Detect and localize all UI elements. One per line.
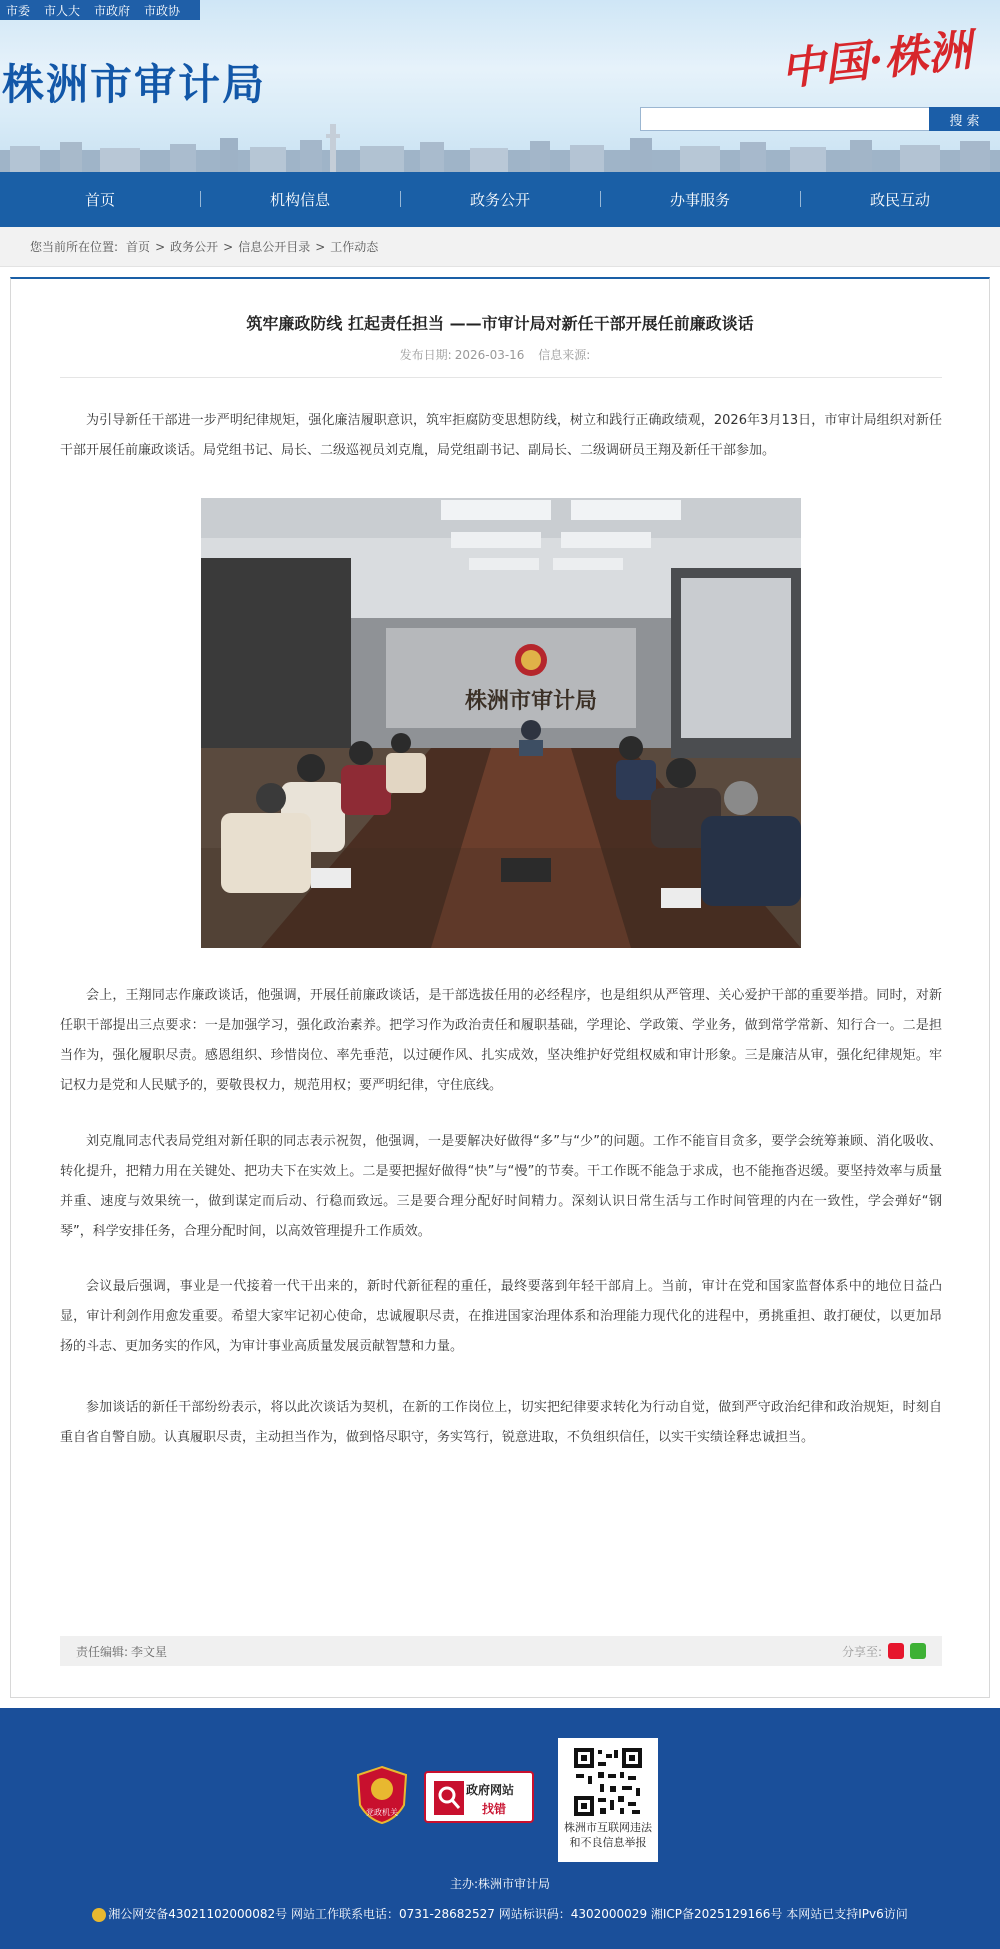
article-paragraph: 参加谈话的新任干部纷纷表示，将以此次谈话为契机，在新的工作岗位上，切实把纪律要求转化为行动自觉，做到严守政治纪律和政治规矩，时刻自重自省自警自励。认真履职尽责，主动担当作为，做到恪尽职守，务实笃行，锐意进取，不负组织信任，以实干实绩诠释忠诚担当。 (60, 1400, 942, 1445)
breadcrumb-separator: > (223, 239, 234, 254)
gov-badge-subtitle: 找错 (482, 1802, 507, 1816)
share-label: 分享至: (841, 1644, 882, 1659)
top-link-peoples-congress[interactable]: 市人大 (44, 3, 81, 18)
editor-label: 责任编辑: (76, 1644, 129, 1659)
article-title: 筑牢廉政防线 扛起责任担当 ——市审计局对新任干部开展任前廉政谈话 (246, 314, 754, 333)
magnifier-icon (434, 1781, 464, 1815)
editor-info (76, 1643, 167, 1660)
top-links-bar (0, 0, 200, 20)
icp-text[interactable]: 湘公网安备43021102000082号 网站工作联系电话：0731-28682527 网站标识码：4302000029 湘ICP备2025129166号 本网站已支持IPv6访问 (108, 1907, 908, 1921)
breadcrumb-home[interactable]: 首页 (126, 240, 151, 254)
breadcrumb-info-catalog[interactable]: 信息公开目录 (238, 240, 311, 254)
host-organization: 主办:株洲市审计局 (449, 1877, 551, 1891)
publish-date-label: 发布日期: (399, 348, 452, 362)
qr-caption (558, 1820, 658, 1850)
top-link-party-committee[interactable]: 市委 (6, 3, 31, 18)
breadcrumb-gov-affairs[interactable]: 政务公开 (170, 240, 219, 254)
party-government-badge-icon[interactable] (356, 1765, 408, 1825)
editor-share-bar (60, 1636, 942, 1666)
icp-record-line (0, 1905, 1000, 1922)
article-paragraph: 刘克胤同志代表局党组对新任职的同志表示祝贺，他强调，一是要解决好做得“多”与“少”的问题。工作不能盲目贪多，要学会统筹兼顾、消化吸收、转化提升，把精力用在关键处、把功夫下在实效上。二是要把握好做得“快”与“慢”的节奏。干工作既不能急于求成，也不能拖沓迟缓。要坚持效率与质量并重、速度与效果统一，做到谋定而后动、行稳而致远。三是要合理分配好时间精力。深刻认识日常生活与工作时间管理的内在一致性，学会弹好“钢琴”，科学安排任务，合理分配时间，以高效管理提升工作质效。 (60, 1134, 942, 1239)
wechat-share-icon[interactable] (910, 1643, 926, 1659)
article-container (10, 277, 990, 1698)
nav-item-services[interactable]: 办事服务 (600, 189, 800, 210)
qr-code-icon (572, 1746, 644, 1818)
gov-website-error-report-button[interactable] (424, 1771, 534, 1823)
site-header (0, 0, 1000, 172)
meeting-photo (201, 498, 801, 948)
report-qr-code[interactable] (558, 1738, 658, 1862)
nav-item-home[interactable]: 首页 (84, 191, 115, 209)
site-logo-title[interactable]: 株洲市审计局 (2, 60, 267, 109)
article-paragraph: 会议最后强调，事业是一代接着一代干出来的，新时代新征程的重任，最终要落到年轻干部肩上。当前，审计在党和国家监督体系中的地位日益凸显，审计利剑作用愈发重要。希望大家牢记初心使命，忠诚履职尽责，在推进国家治理体系和治理能力现代化的进程中，勇挑重担、敢打硬仗，以更加昂扬的斗志、更加务实的作风，为审计事业高质量发展贡献智慧和力量。 (60, 1279, 942, 1354)
publish-date: 2026-03-16 (454, 348, 525, 362)
breadcrumb-prefix: 您当前所在位置: (30, 240, 119, 254)
article-paragraph: 为引导新任干部进一步严明纪律规矩，强化廉洁履职意识，筑牢拒腐防变思想防线，树立和践行正确政绩观，2026年3月13日，市审计局组织对新任干部开展任前廉政谈话。局党组书记、局长、二级巡视员刘克胤，局党组副书记、副局长、二级调研员王翔及新任干部参加。 (60, 413, 942, 458)
qr-caption-line-1: 株洲市互联网违法 (564, 1821, 652, 1834)
party-badge-label: 党政机关 (366, 1808, 398, 1817)
top-link-cppcc[interactable]: 市政协 (144, 3, 181, 18)
weibo-share-icon[interactable] (888, 1643, 904, 1659)
breadcrumb (0, 227, 1000, 267)
calligraphy-logo: 中国·株洲 (778, 25, 974, 96)
site-footer (0, 1708, 1000, 1949)
gov-badge-title: 政府网站 (466, 1783, 515, 1797)
city-skyline-image (0, 120, 1000, 172)
article-meta (11, 346, 989, 363)
share-area (842, 1643, 926, 1660)
breadcrumb-work-news[interactable]: 工作动态 (330, 240, 379, 254)
title-divider (60, 377, 942, 378)
top-link-government[interactable]: 市政府 (94, 3, 131, 18)
source-label: 信息来源: (538, 348, 591, 362)
editor-name: 李文星 (131, 1644, 168, 1659)
nav-item-gov-affairs[interactable]: 政务公开 (400, 189, 600, 210)
nav-item-org-info[interactable]: 机构信息 (200, 189, 400, 210)
breadcrumb-separator: > (155, 239, 166, 254)
search-button[interactable]: 搜 索 (929, 107, 1000, 131)
breadcrumb-separator: > (315, 239, 326, 254)
wall-sign-text: 株洲市审计局 (464, 688, 598, 714)
police-badge-icon (92, 1908, 106, 1922)
qr-caption-line-2: 和不良信息举报 (569, 1836, 647, 1849)
main-nav (0, 172, 1000, 227)
nav-item-interaction[interactable]: 政民互动 (800, 189, 1000, 210)
article-paragraph: 会上，王翔同志作廉政谈话，他强调，开展任前廉政谈话，是干部选拔任用的必经程序，也是组织从严管理、关心爱护干部的重要举措。同时，对新任职干部提出三点要求：一是加强学习，强化政治素养。把学习作为政治责任和履职基础，学理论、学政策、学业务，做到常学常新、知行合一。二是担当作为，强化履职尽责。感恩组织、珍惜岗位、率先垂范，以过硬作风、扎实成效，坚决维护好党组权威和审计形象。三是廉洁从审，强化纪律规矩。牢记权力是党和人民赋予的，要敬畏权力，规范用权；要严明纪律，守住底线。 (60, 988, 942, 1093)
